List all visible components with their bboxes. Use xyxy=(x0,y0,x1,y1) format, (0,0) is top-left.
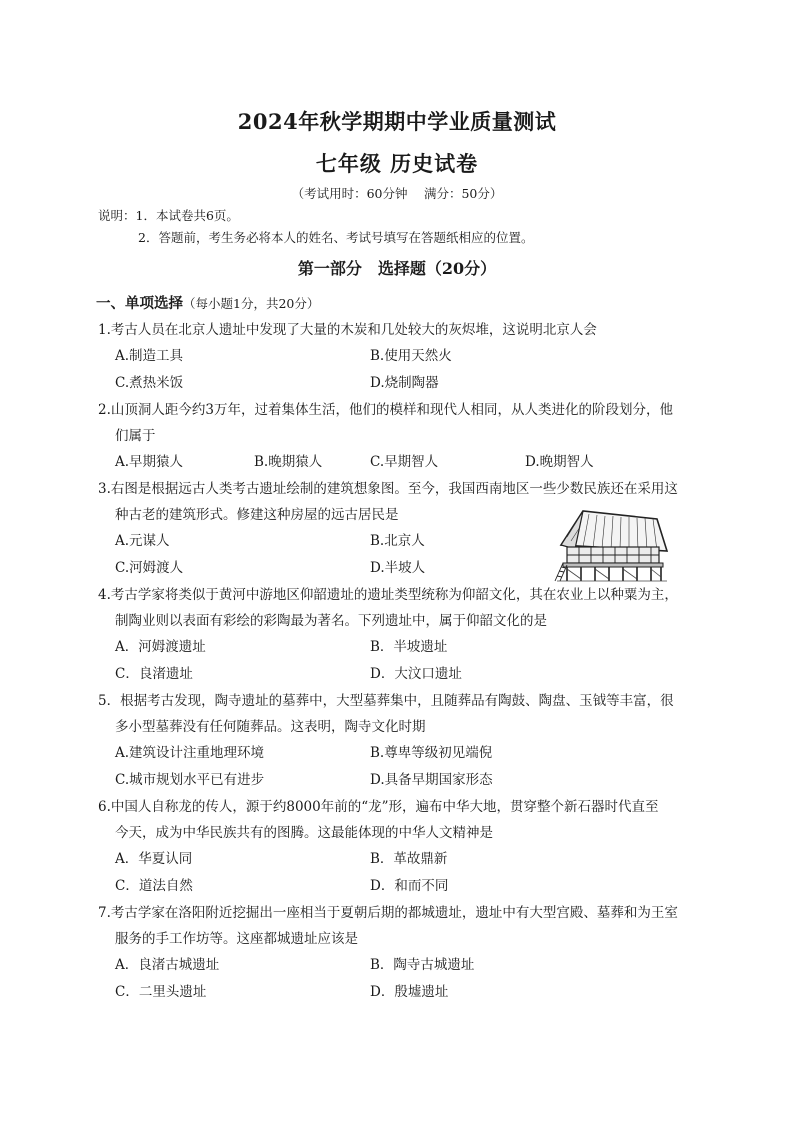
stem-line: 6.中国人自称龙的传人，源于约8000年前的“龙”形，遍布中华大地，贯穿整个新石器时代直至 xyxy=(98,799,659,815)
option-list xyxy=(98,634,708,688)
stem-line: 2.山顶洞人距今约3万年，过着集体生活，他们的模样和现代人相同，从人类进化的阶段划分，他 xyxy=(98,402,673,418)
stem-line: 5．根据考古发现，陶寺遗址的墓葬中，大型墓葬集中，且随葬品有陶鼓、陶盘、玉钺等丰富，很 xyxy=(98,693,674,709)
option-c[interactable]: C．二里头遗址 xyxy=(115,984,207,1000)
option-d[interactable]: D．和而不同 xyxy=(370,878,449,894)
stem-line: 制陶业则以表面有彩绘的彩陶最为著名。下列遗址中，属于仰韶文化的是 xyxy=(115,613,547,629)
question-5 xyxy=(98,688,708,794)
stem-line: 种古老的建筑形式。修建这种房屋的远古居民是 xyxy=(115,507,399,523)
option-c[interactable]: C.河姆渡人 xyxy=(115,560,184,576)
option-a[interactable]: A.早期猿人 xyxy=(115,454,184,470)
option-b[interactable]: B.北京人 xyxy=(370,533,425,549)
option-b[interactable]: B．陶寺古城遗址 xyxy=(370,957,475,973)
question-1 xyxy=(98,317,708,397)
option-list xyxy=(98,740,708,794)
option-d[interactable]: D.半坡人 xyxy=(370,560,426,576)
option-c[interactable]: C．良渚遗址 xyxy=(115,666,193,682)
question-stem xyxy=(98,900,708,952)
exam-subtitle: 七年级 历史试卷 xyxy=(315,151,479,176)
option-list xyxy=(98,846,708,900)
option-a[interactable]: A.元谋人 xyxy=(115,533,170,549)
instruction-line-2: 2．答题前，考生务必将本人的姓名、考试号填写在答题纸相应的位置。 xyxy=(138,230,534,245)
question-7 xyxy=(98,900,708,1006)
exam-info: （考试用时：60分钟 满分：50分） xyxy=(291,186,503,201)
option-list xyxy=(98,952,708,1006)
question-list xyxy=(98,317,708,1006)
question-stem xyxy=(98,397,708,449)
option-a[interactable]: A.制造工具 xyxy=(115,348,184,364)
option-c[interactable]: C．道法自然 xyxy=(115,878,193,894)
option-b[interactable]: B．革故鼎新 xyxy=(370,851,448,867)
option-d[interactable]: D.烧制陶器 xyxy=(370,375,439,391)
stem-line: 3.右图是根据远古人类考古遗址绘制的建筑想象图。至今，我国西南地区一些少数民族还在采用这 xyxy=(98,481,678,497)
option-a[interactable]: A.建筑设计注重地理环境 xyxy=(115,745,265,761)
option-d[interactable]: D.具备早期国家形态 xyxy=(370,772,493,788)
option-b[interactable]: B．半坡遗址 xyxy=(370,639,448,655)
stem-line: 们属于 xyxy=(115,428,156,444)
section-subtitle: （每小题1分，共20分） xyxy=(183,296,320,311)
option-b[interactable]: B.晚期猿人 xyxy=(254,454,323,470)
option-a[interactable]: A．华夏认同 xyxy=(115,851,193,867)
question-stem xyxy=(98,582,708,634)
stilt-house-illustration xyxy=(553,505,671,583)
option-d[interactable]: D．大汶口遗址 xyxy=(370,666,462,682)
instruction-line-1: 说明：1．本试卷共6页。 xyxy=(98,208,239,223)
instructions xyxy=(98,205,533,249)
question-6 xyxy=(98,794,708,900)
section-heading xyxy=(96,292,319,313)
question-stem xyxy=(98,794,708,846)
option-list xyxy=(98,343,708,397)
option-a[interactable]: A．良渚古城遗址 xyxy=(115,957,220,973)
stem-line: 4.考古学家将类似于黄河中游地区仰韶遗址的遗址类型统称为仰韶文化，其在农业上以种粟为主， xyxy=(98,587,678,603)
stem-line: 多小型墓葬没有任何随葬品。这表明，陶寺文化时期 xyxy=(115,719,426,735)
stem-line: 服务的手工作坊等。这座都城遗址应该是 xyxy=(115,931,358,947)
option-b[interactable]: B.使用天然火 xyxy=(370,348,452,364)
stem-line: 7.考古学家在洛阳附近挖掘出一座相当于夏朝后期的都城遗址，遗址中有大型宫殿、墓葬和为王室 xyxy=(98,905,678,921)
part-title: 第一部分 选择题（20分） xyxy=(297,259,497,278)
stem-line: 1.考古人员在北京人遗址中发现了大量的木炭和几处较大的灰烬堆，这说明北京人会 xyxy=(98,322,597,338)
section-title: 一、单项选择 xyxy=(96,295,183,312)
option-c[interactable]: C.城市规划水平已有进步 xyxy=(115,772,265,788)
question-stem xyxy=(98,688,708,740)
stem-line: 今天，成为中华民族共有的图腾。这最能体现的中华人文精神是 xyxy=(115,825,493,841)
option-b[interactable]: B.尊卑等级初见端倪 xyxy=(370,745,493,761)
option-c[interactable]: C.早期智人 xyxy=(370,454,439,470)
option-c[interactable]: C.煮热米饭 xyxy=(115,375,184,391)
question-2 xyxy=(98,397,708,476)
option-d[interactable]: D.晚期智人 xyxy=(525,454,594,470)
option-a[interactable]: A．河姆渡遗址 xyxy=(115,639,206,655)
question-stem xyxy=(98,317,708,343)
option-list xyxy=(98,449,708,476)
exam-title: 2024年秋学期期中学业质量测试 xyxy=(237,109,557,134)
option-d[interactable]: D．殷墟遗址 xyxy=(370,984,449,1000)
question-4 xyxy=(98,582,708,688)
